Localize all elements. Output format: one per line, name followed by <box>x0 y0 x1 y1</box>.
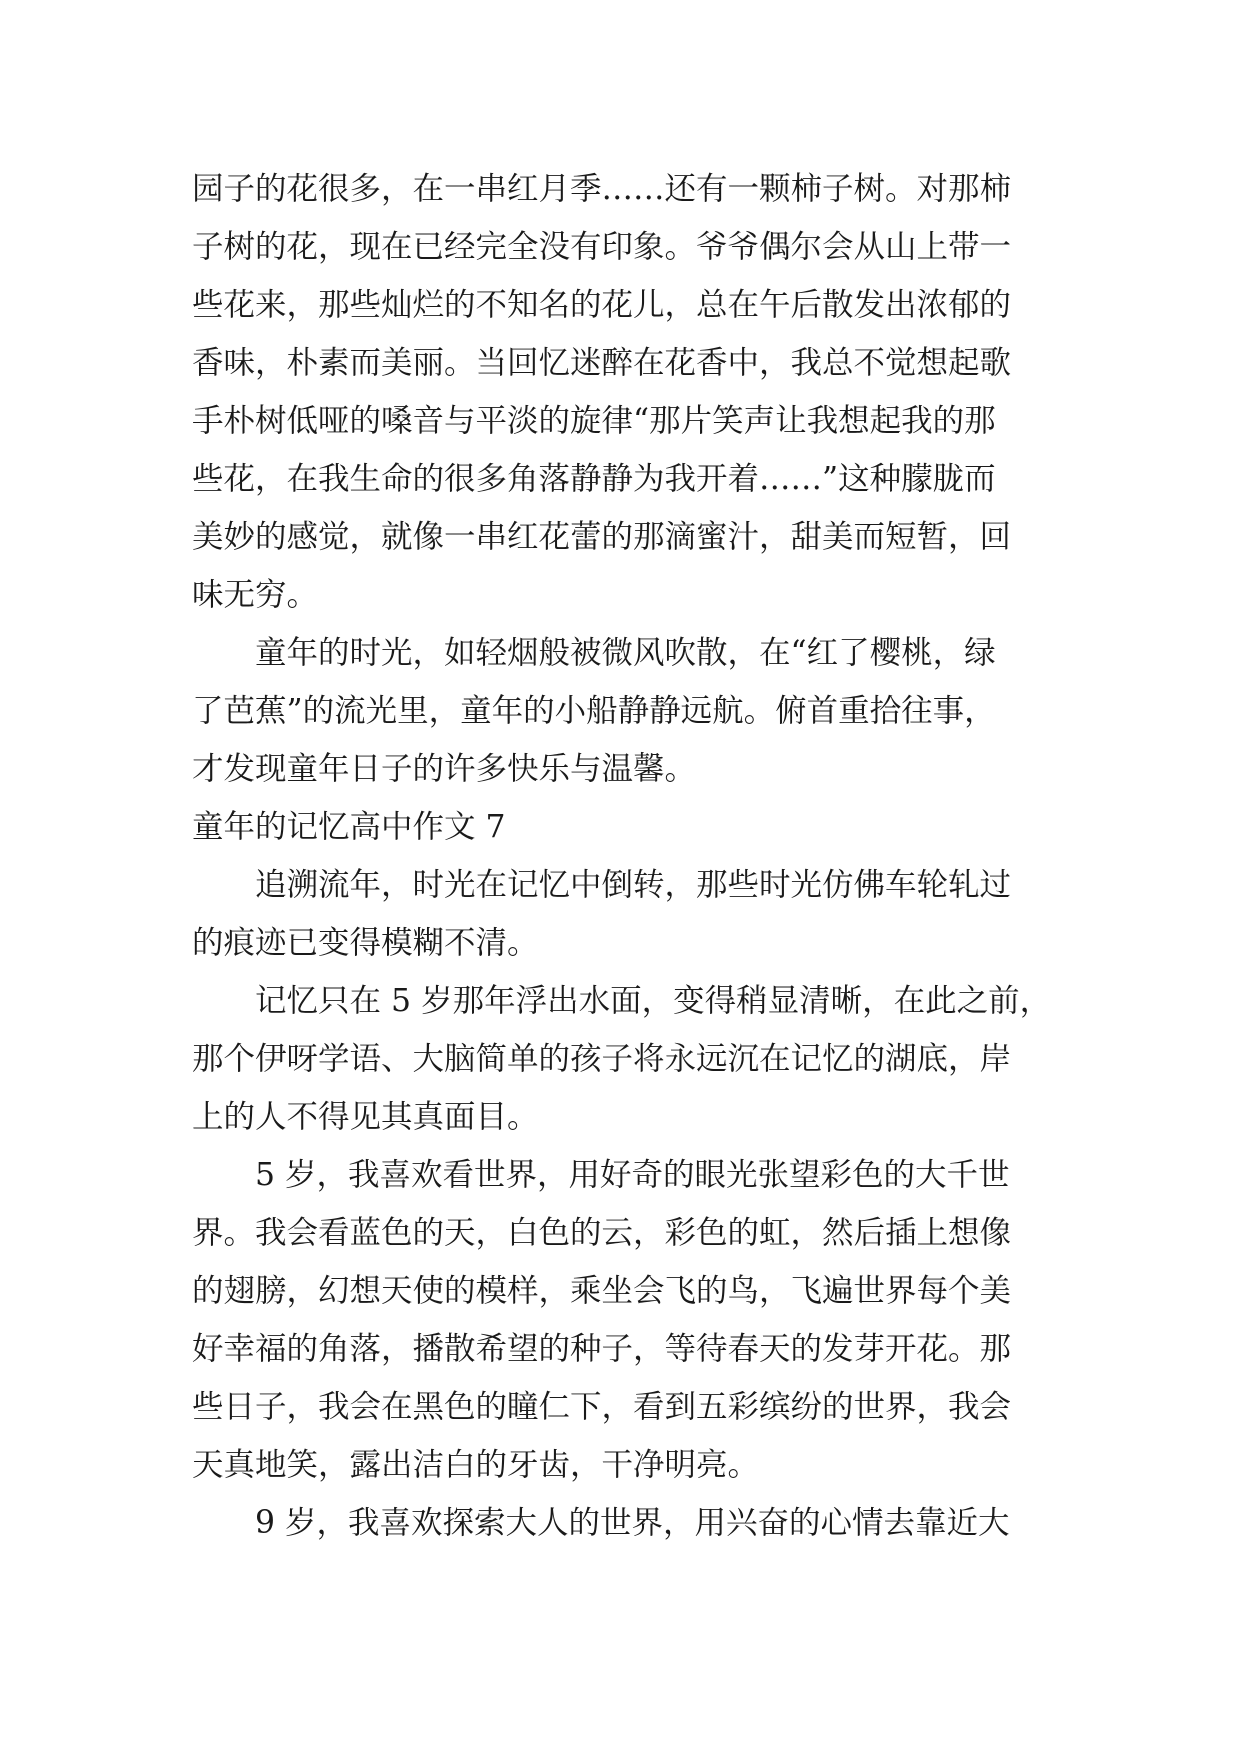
text-line: 味无穷。 <box>192 577 319 613</box>
section-heading: 童年的记忆高中作文 7 <box>192 809 506 845</box>
text-line: 了芭蕉”的流光里，童年的小船静静远航。俯首重拾往事， <box>192 693 996 729</box>
text-line: 9 岁，我喜欢探索大人的世界，用兴奋的心情去靠近大 <box>255 1505 1010 1541</box>
text-line: 界。我会看蓝色的天，白色的云，彩色的虹，然后插上想像 <box>192 1215 1012 1251</box>
text-line: 5 岁，我喜欢看世界，用好奇的眼光张望彩色的大千世 <box>255 1157 1010 1193</box>
text-line: 手朴树低哑的嗓音与平淡的旋律“那片笑声让我想起我的那 <box>192 403 996 439</box>
text-line: 些花来，那些灿烂的不知名的花儿，总在午后散发出浓郁的 <box>192 287 1012 323</box>
text-line: 子树的花，现在已经完全没有印象。爷爷偶尔会从山上带一 <box>192 229 1012 265</box>
text-line: 美妙的感觉，就像一串红花蕾的那滴蜜汁，甜美而短暂，回 <box>192 519 1012 555</box>
text-line: 记忆只在 5 岁那年浮出水面，变得稍显清晰，在此之前， <box>255 983 1052 1019</box>
text-line: 些日子，我会在黑色的瞳仁下，看到五彩缤纷的世界，我会 <box>192 1389 1012 1425</box>
text-line: 好幸福的角落，播散希望的种子，等待春天的发芽开花。那 <box>192 1331 1012 1367</box>
text-line: 童年的时光，如轻烟般被微风吹散，在“红了樱桃，绿 <box>255 635 996 671</box>
text-line: 那个伊呀学语、大脑简单的孩子将永远沉在记忆的湖底，岸 <box>192 1041 1012 1077</box>
text-line: 些花，在我生命的很多角落静静为我开着……”这种朦胧而 <box>192 461 996 497</box>
text-line: 的翅膀，幻想天使的模样，乘坐会飞的鸟，飞遍世界每个美 <box>192 1273 1012 1309</box>
text-line: 追溯流年，时光在记忆中倒转，那些时光仿佛车轮轧过 <box>255 867 1012 903</box>
essay-text-block <box>192 160 1072 1552</box>
text-line: 天真地笑，露出洁白的牙齿，干净明亮。 <box>192 1447 760 1483</box>
text-line: 园子的花很多，在一串红月季……还有一颗柿子树。对那柿 <box>192 171 1012 207</box>
text-line: 的痕迹已变得模糊不清。 <box>192 925 539 961</box>
text-line: 香味，朴素而美丽。当回忆迷醉在花香中，我总不觉想起歌 <box>192 345 1012 381</box>
text-line: 才发现童年日子的许多快乐与温馨。 <box>192 751 697 787</box>
text-line: 上的人不得见其真面目。 <box>192 1099 539 1135</box>
